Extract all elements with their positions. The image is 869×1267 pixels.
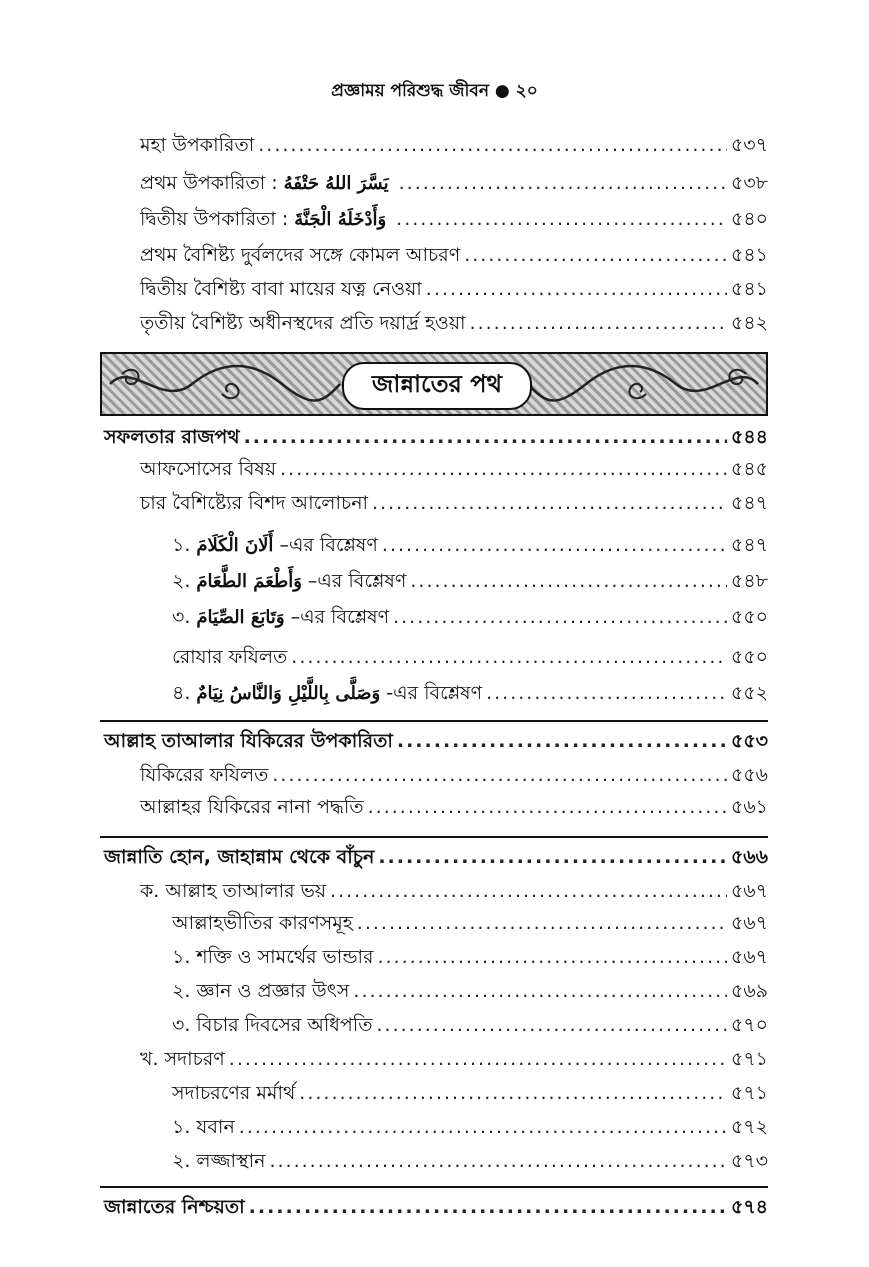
page-number: ৫৪৮ (731, 570, 768, 592)
entry-suffix: –এর বিশ্লেষণ (290, 606, 390, 628)
page-number: ৫৬৭ (730, 912, 768, 934)
dot-leader (368, 794, 727, 820)
dot-leader (229, 1046, 727, 1072)
toc-entry[interactable] (172, 1148, 768, 1174)
page-number: ৫৩৭ (730, 134, 768, 156)
entry-title: ক. আল্লাহ তাআলার ভয় (140, 880, 327, 902)
dot-leader (464, 242, 727, 268)
dot-leader (372, 490, 727, 516)
arabic-phrase: وَأَدْخَلَهُ الْجَنَّةَ (294, 209, 387, 230)
arabic-phrase: وَصَلَّى بِاللَّيْلِ وَالنَّاسُ نِيَامٌ (196, 683, 381, 704)
entry-title: দ্বিতীয় উপকারিতা : (140, 208, 289, 230)
toc-entry[interactable] (140, 276, 768, 302)
toc-entry[interactable] (104, 1194, 768, 1220)
arabic-phrase: أَلَانَ الْكَلَامَ (196, 535, 274, 556)
entry-title: ২. জ্ঞান ও প্রজ্ঞার উৎস (172, 980, 350, 1002)
section-divider (100, 836, 768, 838)
entry-title: ২. লজ্জাস্থান (172, 1150, 266, 1172)
page-number: ৫৬৯ (730, 980, 768, 1002)
entry-title: প্রথম বৈশিষ্ট্য দুর্বলদের সঙ্গে কোমল আচরণ (140, 244, 461, 266)
toc-entry[interactable] (140, 762, 768, 788)
page-number: ৫৪৫ (731, 458, 768, 480)
dot-leader (330, 878, 727, 904)
toc-entry[interactable] (104, 728, 768, 754)
entry-title: দ্বিতীয় বৈশিষ্ট্য বাবা মায়ের যত্ন নেওয়া (140, 278, 422, 300)
page-number: ৫৭৩ (730, 1150, 768, 1172)
arabic-phrase: وَأَطْعَمَ الطَّعَامَ (196, 571, 302, 592)
toc-entry[interactable] (104, 424, 768, 450)
entry-title: ১. যবান (172, 1116, 235, 1138)
page-number: ৫৪২ (730, 312, 768, 334)
arabic-phrase: وَتَابَعَ الصِّيَامَ (196, 607, 285, 628)
page-number: ৫৩৮ (730, 172, 768, 194)
page-number: ৫৬৭ (730, 946, 768, 968)
toc-entry[interactable] (172, 680, 768, 707)
entry-title: জান্নাতি হোন, জাহান্নাম থেকে বাঁচুন (104, 846, 375, 868)
page-number: ৫৭২ (730, 1116, 768, 1138)
entry-title: জান্নাতের নিশ্চয়তা (104, 1196, 245, 1218)
toc-entry[interactable] (140, 456, 768, 482)
page-number: ৫৬৭ (730, 880, 768, 902)
dot-leader (382, 532, 727, 558)
dot-leader (399, 170, 727, 196)
toc-entry[interactable] (140, 170, 768, 197)
dot-leader (410, 568, 727, 594)
entry-title: ১. শক্তি ও সামর্থের ভান্ডার (172, 946, 374, 968)
section-banner (100, 352, 768, 416)
dot-leader (269, 1148, 726, 1174)
page-number: ৫৪৭ (730, 492, 768, 514)
entry-number: ৪. (172, 682, 191, 704)
entry-title: প্রথম উপকারিতা : (140, 172, 278, 194)
section-divider (100, 720, 768, 722)
entry-title: আল্লাহ তাআলার যিকিরের উপকারিতা (104, 730, 393, 752)
toc-entry[interactable] (172, 644, 768, 670)
toc-entry[interactable] (140, 132, 768, 158)
page-number: ৫৬১ (730, 796, 768, 818)
dot-leader (377, 1012, 727, 1038)
entry-number: ৩. (172, 606, 191, 628)
page-number: ৫৫২ (730, 682, 768, 704)
section-divider (100, 1186, 768, 1188)
entry-suffix: –এর বিশ্লেষণ (279, 534, 378, 556)
running-head: প্রজ্ঞাময় পরিশুদ্ধ জীবন ● ২০ (331, 81, 538, 101)
page-number: ৫৭০ (730, 1014, 768, 1036)
toc-entry[interactable] (172, 532, 768, 559)
entry-title: মহা উপকারিতা (140, 134, 255, 156)
page-number: ৫৪৪ (731, 426, 768, 448)
dot-leader (357, 910, 727, 936)
toc-entry[interactable] (172, 978, 768, 1004)
dot-leader (393, 604, 727, 630)
entry-title: খ. সদাচরণ (140, 1048, 225, 1070)
dot-leader (244, 424, 727, 450)
dot-leader (377, 944, 727, 970)
toc-entry[interactable] (140, 1046, 768, 1072)
toc-entry[interactable] (140, 310, 768, 336)
dot-leader (272, 762, 727, 788)
entry-title: আল্লাহর যিকিরের নানা পদ্ধতি (140, 796, 364, 818)
entry-title: সদাচরণের মর্মার্থ (172, 1082, 296, 1104)
dot-leader (249, 1194, 727, 1220)
toc-entry[interactable] (172, 1012, 768, 1038)
entry-title: আফসোসের বিষয় (140, 458, 277, 480)
entry-title: ৩. বিচার দিবসের অধিপতি (172, 1014, 373, 1036)
entry-title: তৃতীয় বৈশিষ্ট্য অধীনস্থদের প্রতি দয়ার্দ্র হওয়া (140, 312, 466, 334)
page-number: ৫৫৬ (730, 764, 768, 786)
toc-entry[interactable] (140, 206, 768, 233)
toc-entry[interactable] (172, 604, 768, 631)
toc-entry[interactable] (172, 944, 768, 970)
toc-entry[interactable] (140, 242, 768, 268)
page-number: ৫৫০ (730, 646, 768, 668)
toc-entry[interactable] (172, 910, 768, 936)
entry-title: আল্লাহভীতির কারণসমূহ (172, 912, 353, 934)
dot-leader (397, 728, 727, 754)
dot-leader (239, 1114, 727, 1140)
toc-entry[interactable] (172, 568, 768, 595)
toc-entry[interactable] (172, 1114, 768, 1140)
banner-title: জান্নাতের পথ (342, 362, 532, 410)
dot-leader (396, 206, 727, 232)
dot-leader (299, 1080, 727, 1106)
dot-leader (258, 132, 727, 158)
page-number: ৫৬৬ (730, 846, 768, 868)
page-number: ৫৭১ (730, 1082, 768, 1104)
page-number: ৫৫৩ (730, 730, 768, 752)
page-number: ৫৪৭ (730, 534, 768, 556)
dot-leader (291, 644, 727, 670)
entry-suffix: -এর বিশ্লেষণ (386, 682, 483, 704)
arabic-phrase: يَسَّرَ اللهُ حَتْفَهُ (283, 173, 389, 194)
page-number: ৫৫০ (730, 606, 768, 628)
page-number: ৫৪০ (730, 208, 768, 230)
toc-entry[interactable] (140, 878, 768, 904)
dot-leader (470, 310, 727, 336)
toc-entry[interactable] (104, 844, 768, 870)
dot-leader (280, 456, 727, 482)
entry-title: সফলতার রাজপথ (104, 426, 240, 448)
entry-suffix: –এর বিশ্লেষণ (307, 570, 407, 592)
entry-title: চার বৈশিষ্ট্যের বিশদ আলোচনা (140, 492, 369, 514)
entry-title: যিকিরের ফযিলত (140, 764, 269, 786)
page-number: ৫৭১ (730, 1048, 768, 1070)
toc-entry[interactable] (140, 794, 768, 820)
dot-leader (426, 276, 727, 302)
entry-number: ১. (172, 534, 191, 556)
dot-leader (486, 680, 727, 706)
page-number: ৫৭৪ (730, 1196, 768, 1218)
toc-entry[interactable] (140, 490, 768, 516)
dot-leader (353, 978, 727, 1004)
page-number: ৫৪১ (731, 278, 768, 300)
dot-leader (378, 844, 727, 870)
toc-entry[interactable] (172, 1080, 768, 1106)
page-number: ৫৪১ (731, 244, 768, 266)
entry-number: ২. (172, 570, 191, 592)
entry-title: রোযার ফযিলত (172, 646, 288, 668)
